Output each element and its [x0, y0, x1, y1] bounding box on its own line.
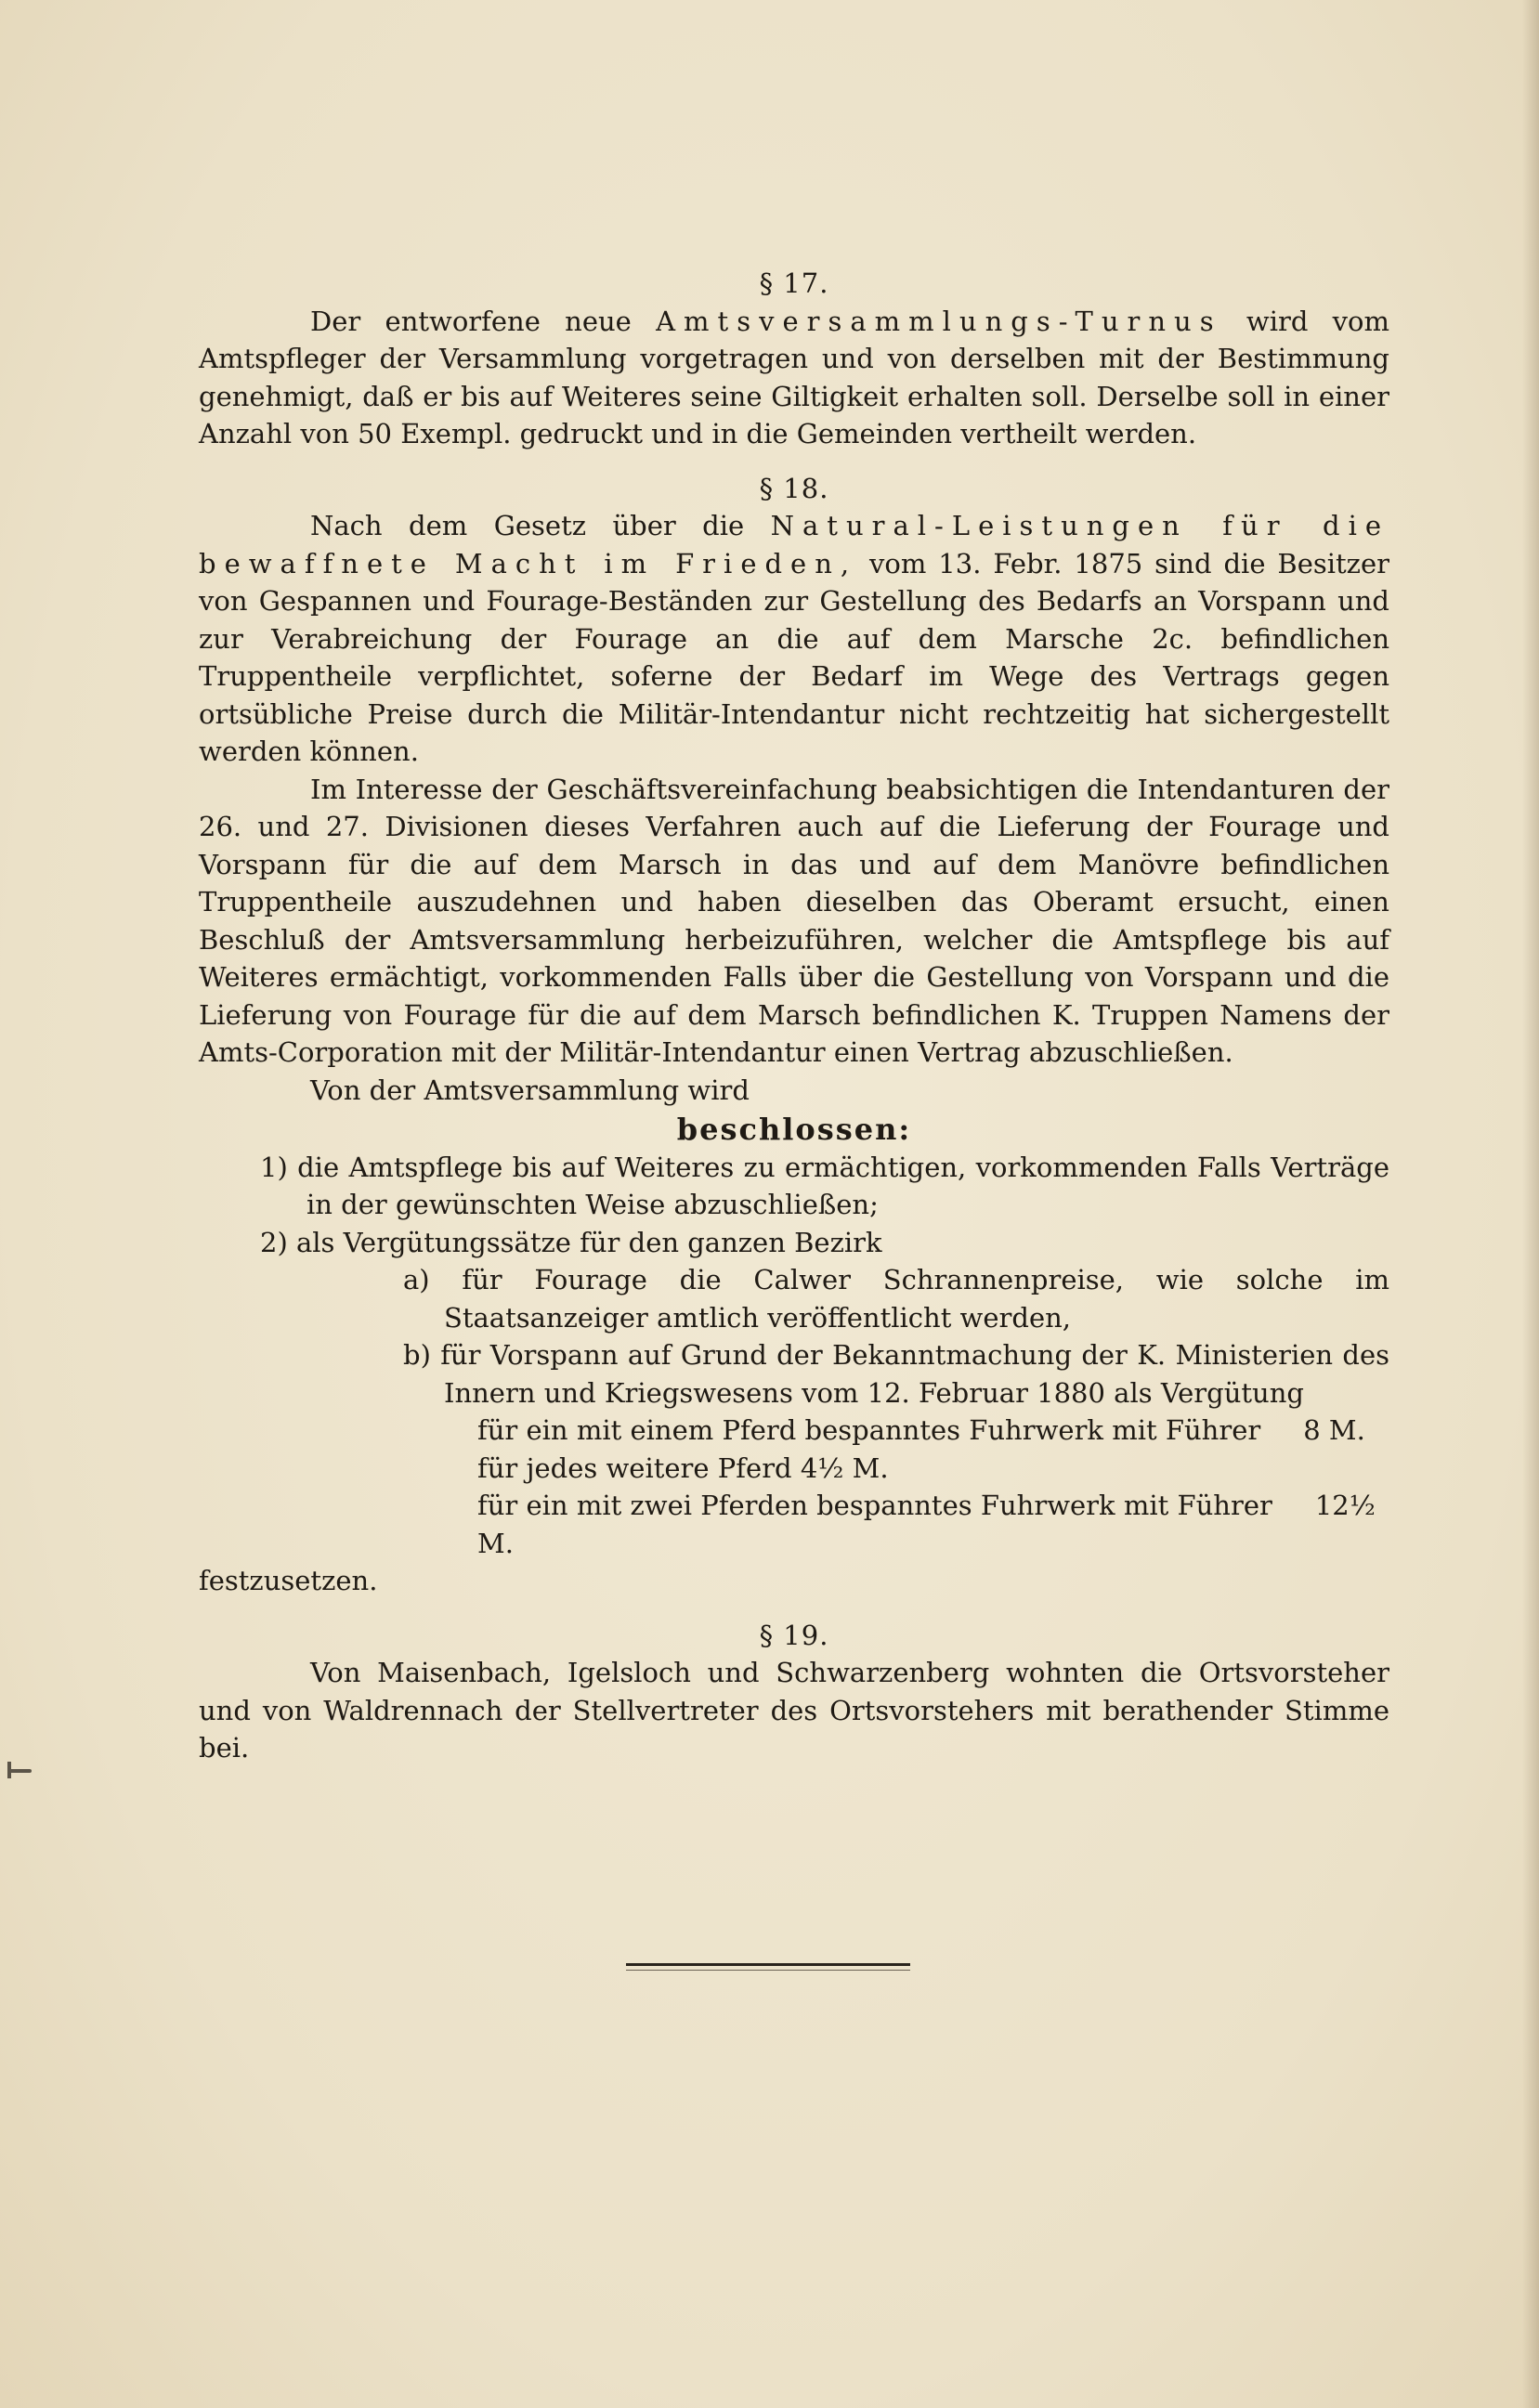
rate-3-text: für ein mit zwei Pferden bespanntes Fuhrwerk mit Führer [477, 1490, 1272, 1521]
rate-2-amount: 4½ M. [800, 1451, 889, 1484]
section-17-text-a: Der entworfene neue [310, 305, 657, 337]
margin-mark [7, 1769, 32, 1773]
rate-1-text: für ein mit einem Pferd bespanntes Fuhrwerk mit Führer [477, 1414, 1261, 1446]
section-17-text-b: wird vom Amtspfleger der Versammlung vorgetragen und von derselben mit der Bestimmung genehmigt, daß er bis auf Weiteres seine Giltigkeit erhalten soll. Derselbe soll in einer Anzahl von 50 Exempl. gedruckt und in die Gemeinden vertheilt werden. [199, 305, 1389, 449]
section-18-text-a: Nach dem Gesetz über die [310, 510, 771, 541]
section-18-heading: § 18. [759, 472, 829, 504]
section-18-paragraph-1 [199, 507, 1389, 771]
section-18-paragraph-2: Im Interesse der Geschäftsvereinfachung beabsichtigen die Intendanturen der 26. und 27. Divisionen dieses Verfahren auch auf die Lieferung der Fourage und Vorspann für die auf dem Marsch in das und auf dem Manövre befindlichen Truppentheile auszudehnen und haben dieselben das Oberamt ersucht, einen Beschluß der Amtsversammlung herbeizuführen, welcher die Amtspflege bis auf Weiteres ermächtigt, vorkommenden Falls über die Gestellung von Vorspann und die Lieferung von Fourage für die auf dem Marsch befindlichen K. Truppen Namens der Amts-Corporation mit der Militär-Intendantur einen Vertrag abzuschließen. [199, 773, 1389, 1068]
section-17-paragraph [199, 303, 1389, 453]
section-18-text-b: vom 13. Febr. 1875 sind die Besitzer von Gespannen und Fourage-Beständen zur Gestellung des Bedarfs an Vorspann und zur Verabreichung der Fourage an die auf dem Marsche 2c. befindlichen Truppentheile verpflichtet, soferne der Bedarf im Wege des Vertrags gegen ortsübliche Preise durch die Militär-Intendantur nicht rechtzeitig hat sichergestellt werden können. [199, 547, 1389, 767]
resolution-closing: festzusetzen. [199, 1565, 378, 1596]
rate-1-amount: 8 M. [1303, 1414, 1365, 1446]
section-18-paragraph-3: Von der Amtsversammlung wird [310, 1074, 750, 1106]
section-17-heading: § 17. [759, 267, 829, 299]
rate-3-amount: 12½ M. [477, 1490, 1376, 1559]
resolution-sub-a: a) für Fourage die Calwer Schrannenpreise, wie solche im Staatsanzeiger amtlich veröffentlicht werden, [403, 1264, 1389, 1334]
section-19-heading: § 19. [759, 1619, 829, 1651]
rate-2-text: für jedes weitere Pferd [477, 1451, 792, 1484]
resolution-sub-b: b) für Vorspann auf Grund der Bekanntmachung der K. Ministerien des Innern und Kriegswesens vom 12. Februar 1880 als Vergütung [403, 1339, 1389, 1409]
rate-line-2 [199, 1450, 1389, 1488]
section-17-spaced-term: Amtsversammlungs-Turnus [656, 305, 1222, 337]
section-18-spaced-term: Natural-Leistungen für die bewaffnete Macht im Frieden, [199, 510, 1390, 579]
resolution-heading: beschlossen: [676, 1112, 912, 1147]
document-body [199, 265, 1389, 1767]
resolution-item-1: 1) die Amtspflege bis auf Weiteres zu ermächtigen, vorkommenden Falls Verträge in der gewünschten Weise abzuschließen; [260, 1151, 1389, 1220]
closing-rule-divider [626, 1963, 910, 1966]
rate-line-3 [199, 1487, 1389, 1562]
section-19-paragraph: Von Maisenbach, Igelsloch und Schwarzenberg wohnten die Ortsvorsteher und von Waldrennach der Stellvertreter des Ortsvorstehers mit berathender Stimme bei. [199, 1657, 1389, 1764]
rate-line-1 [199, 1412, 1389, 1450]
resolution-item-2: 2) als Vergütungssätze für den ganzen Bezirk [260, 1226, 882, 1258]
page-edge-shadow [1522, 0, 1539, 2408]
